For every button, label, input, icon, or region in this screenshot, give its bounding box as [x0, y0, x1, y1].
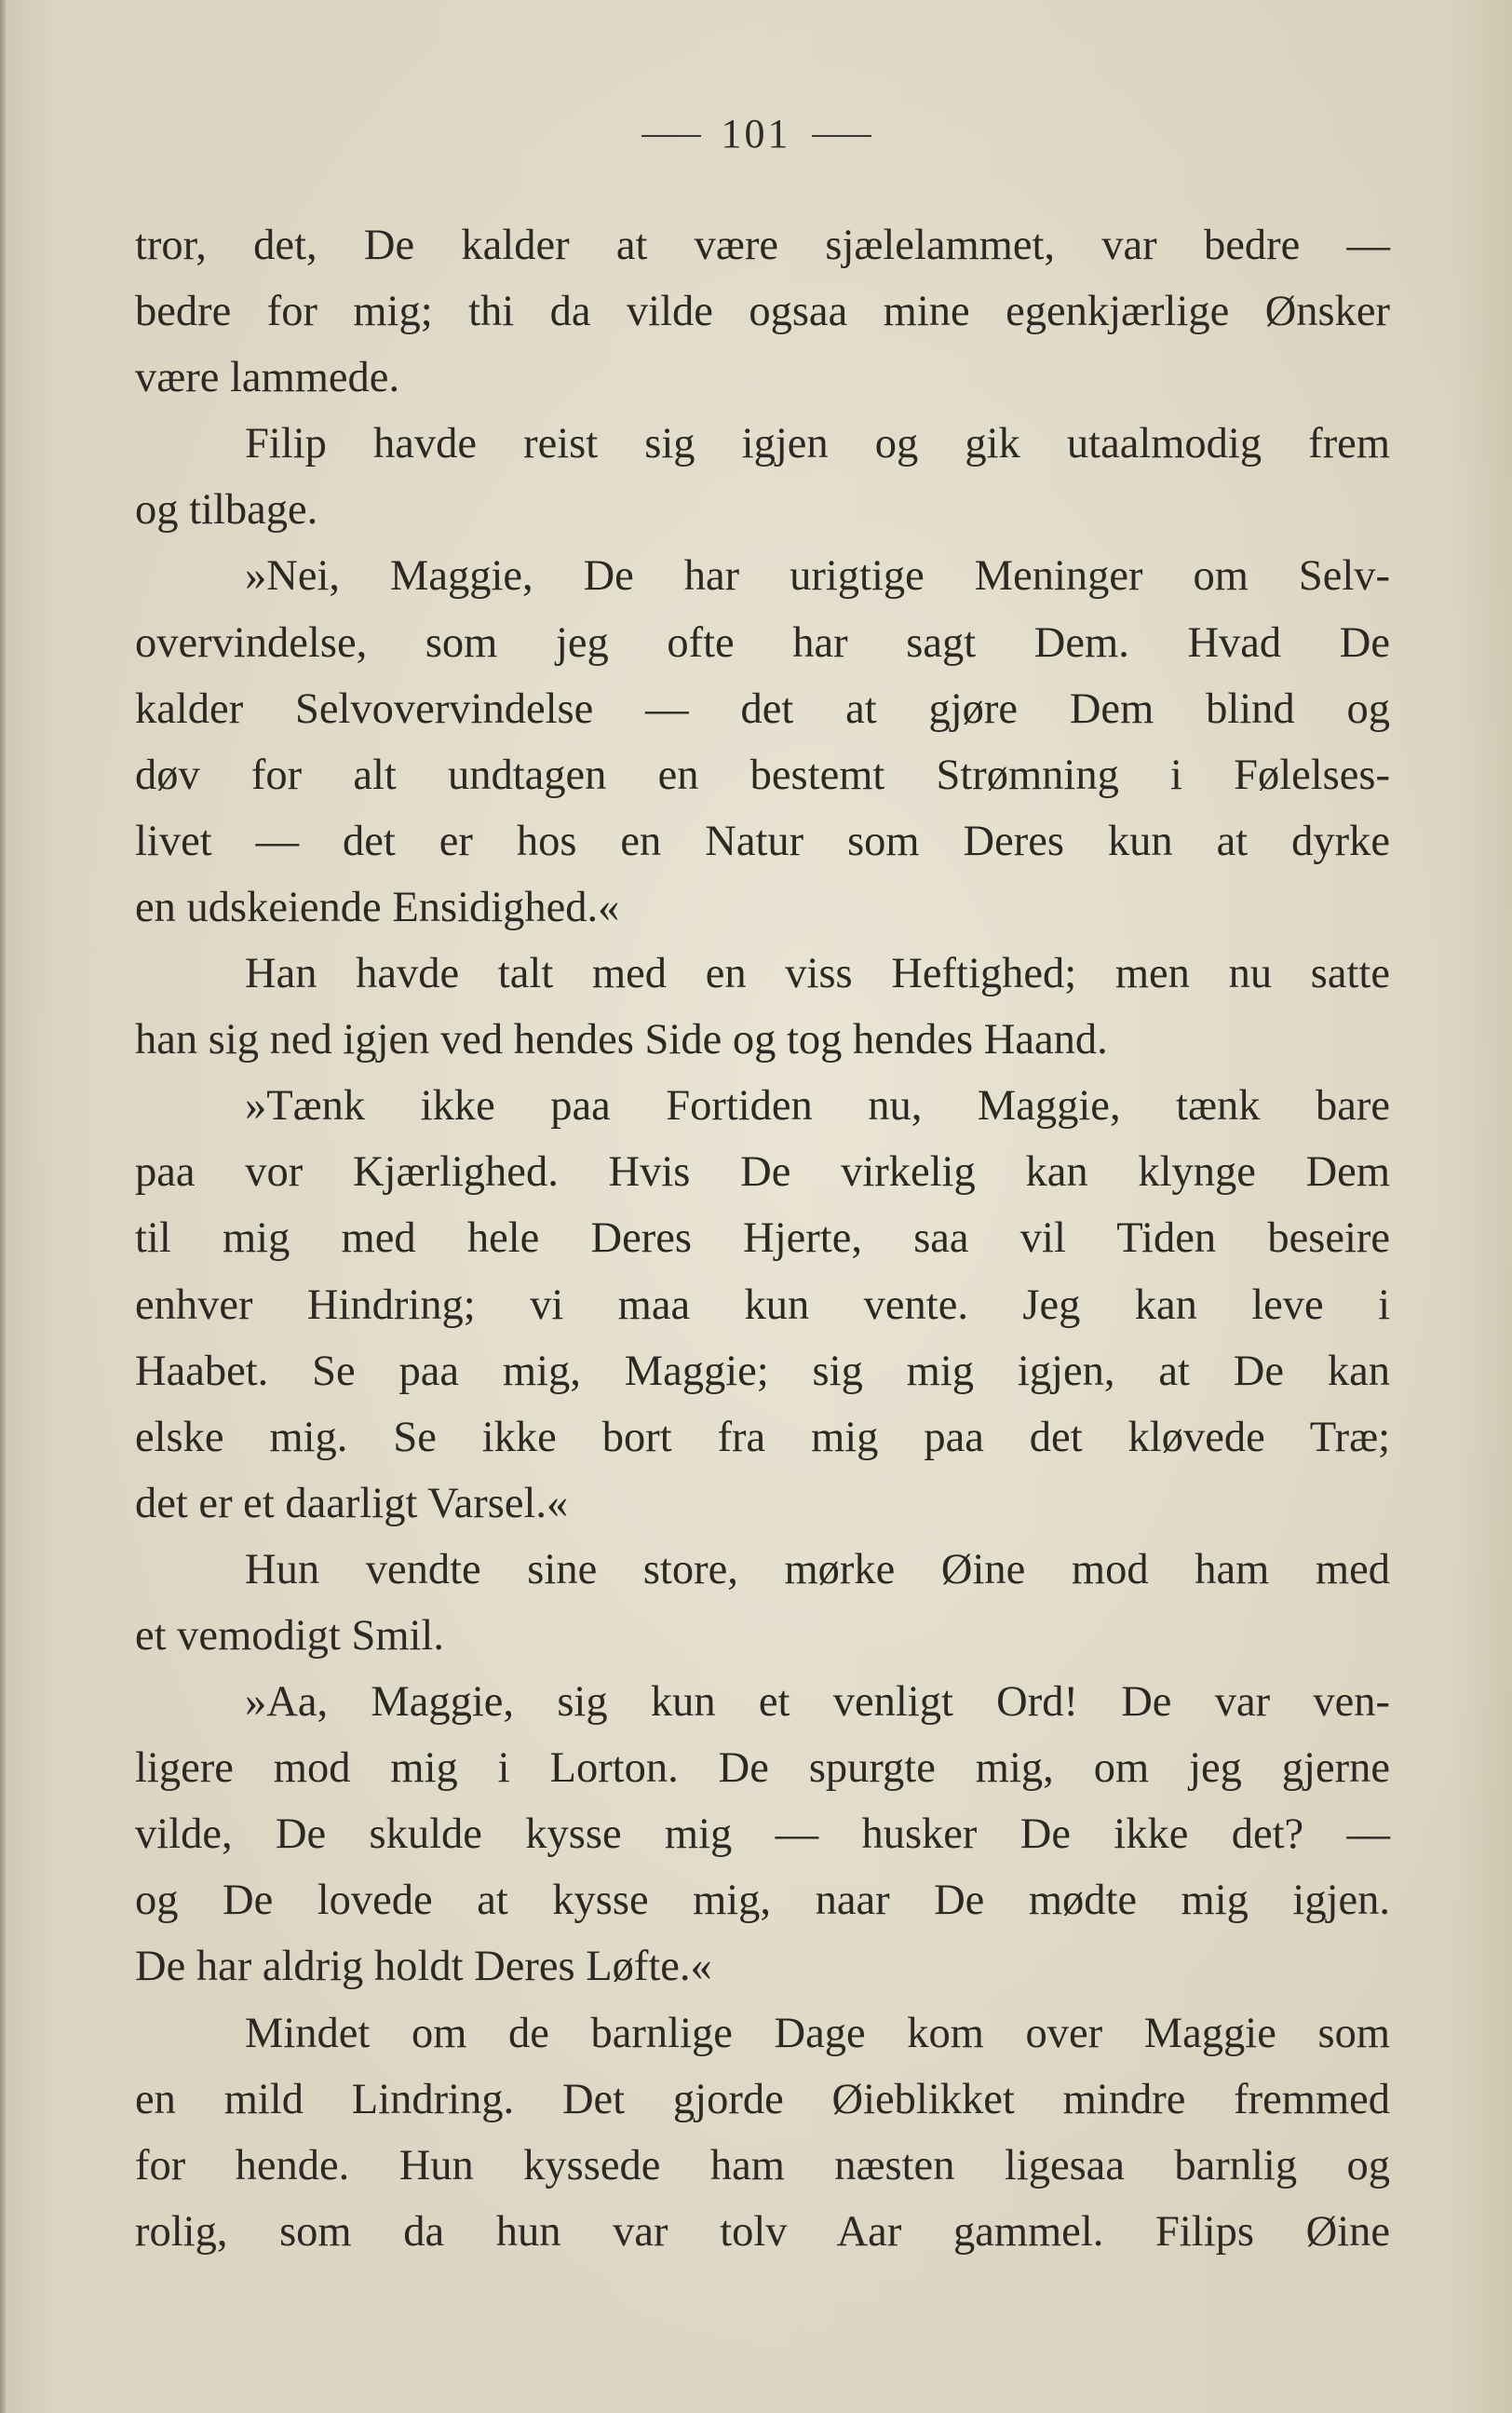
text-line: »Tænk ikke paa Fortiden nu, Maggie, tænk bare [245, 1082, 1390, 1131]
text-line: rolig, som da hun var tolv Aar gammel. Filips Øine [135, 2207, 1390, 2256]
page-header [0, 110, 1512, 157]
text-line: Mindet om de barnlige Dage kom over Maggie som [245, 2009, 1390, 2057]
text-line: bedre for mig; thi da vilde ogsaa mine egenkjærlige Ønsker [135, 288, 1390, 336]
text-line: overvindelse, som jeg ofte har sagt Dem. Hvad De [135, 618, 1390, 667]
text-line: til mig med hele Deres Hjerte, saa vil Tiden beseire [135, 1214, 1390, 1263]
text-line: og tilbage. [135, 486, 318, 535]
text-line: for hende. Hun kyssede ham næsten ligesaa barnlig og [135, 2141, 1390, 2189]
header-dash-right [812, 135, 871, 137]
text-line: paa vor Kjærlighed. Hvis De virkelig kan klynge Dem [135, 1148, 1390, 1197]
text-line: Haabet. Se paa mig, Maggie; sig mig igjen, at De kan [135, 1347, 1390, 1395]
text-line: han sig ned igjen ved hendes Side og tog hendes Haand. [135, 1016, 1108, 1064]
text-line: en udskeiende Ensidighed.« [135, 883, 620, 931]
text-line: det er et daarligt Varsel.« [135, 1479, 569, 1527]
header-dash-left [641, 135, 701, 137]
text-line: enhver Hindring; vi maa kun vente. Jeg kan leve i [135, 1281, 1390, 1329]
body-text [135, 212, 1390, 2265]
text-line: være lammede. [135, 354, 400, 402]
text-line: kalder Selvovervindelse — det at gjøre Dem blind og [135, 685, 1390, 733]
text-line: tror, det, De kalder at være sjælelammet, var bedre — [135, 222, 1390, 269]
text-line: døv for alt undtagen en bestemt Strømning i Følelses- [135, 751, 1390, 799]
text-line: vilde, De skulde kysse mig — husker De ikke det? — [135, 1810, 1390, 1859]
text-line: »Nei, Maggie, De har urigtige Meninger om Selv- [245, 552, 1390, 601]
text-line: elske mig. Se ikke bort fra mig paa det kløvede Træ; [135, 1413, 1390, 1461]
page-number: 101 [721, 111, 791, 156]
text-line: »Aa, Maggie, sig kun et venligt Ord! De var ven- [245, 1678, 1390, 1727]
text-line: Filip havde reist sig igjen og gik utaalmodig frem [245, 420, 1390, 468]
text-line: Hun vendte sine store, mørke Øine mod ham med [245, 1545, 1390, 1593]
text-line: livet — det er hos en Natur som Deres kun at dyrke [135, 817, 1390, 865]
text-line: en mild Lindring. Det gjorde Øieblikket mindre fremmed [135, 2075, 1390, 2123]
page-gutter-edge [0, 0, 6, 2413]
text-line: ligere mod mig i Lorton. De spurgte mig, om jeg gjerne [135, 1744, 1390, 1793]
text-line: De har aldrig holdt Deres Løfte.« [135, 1943, 712, 1991]
text-line: et vemodigt Smil. [135, 1611, 444, 1660]
text-line: Han havde talt med en viss Heftighed; men nu satte [245, 950, 1390, 998]
text-line: og De lovede at kysse mig, naar De mødte mig igjen. [135, 1877, 1390, 1925]
